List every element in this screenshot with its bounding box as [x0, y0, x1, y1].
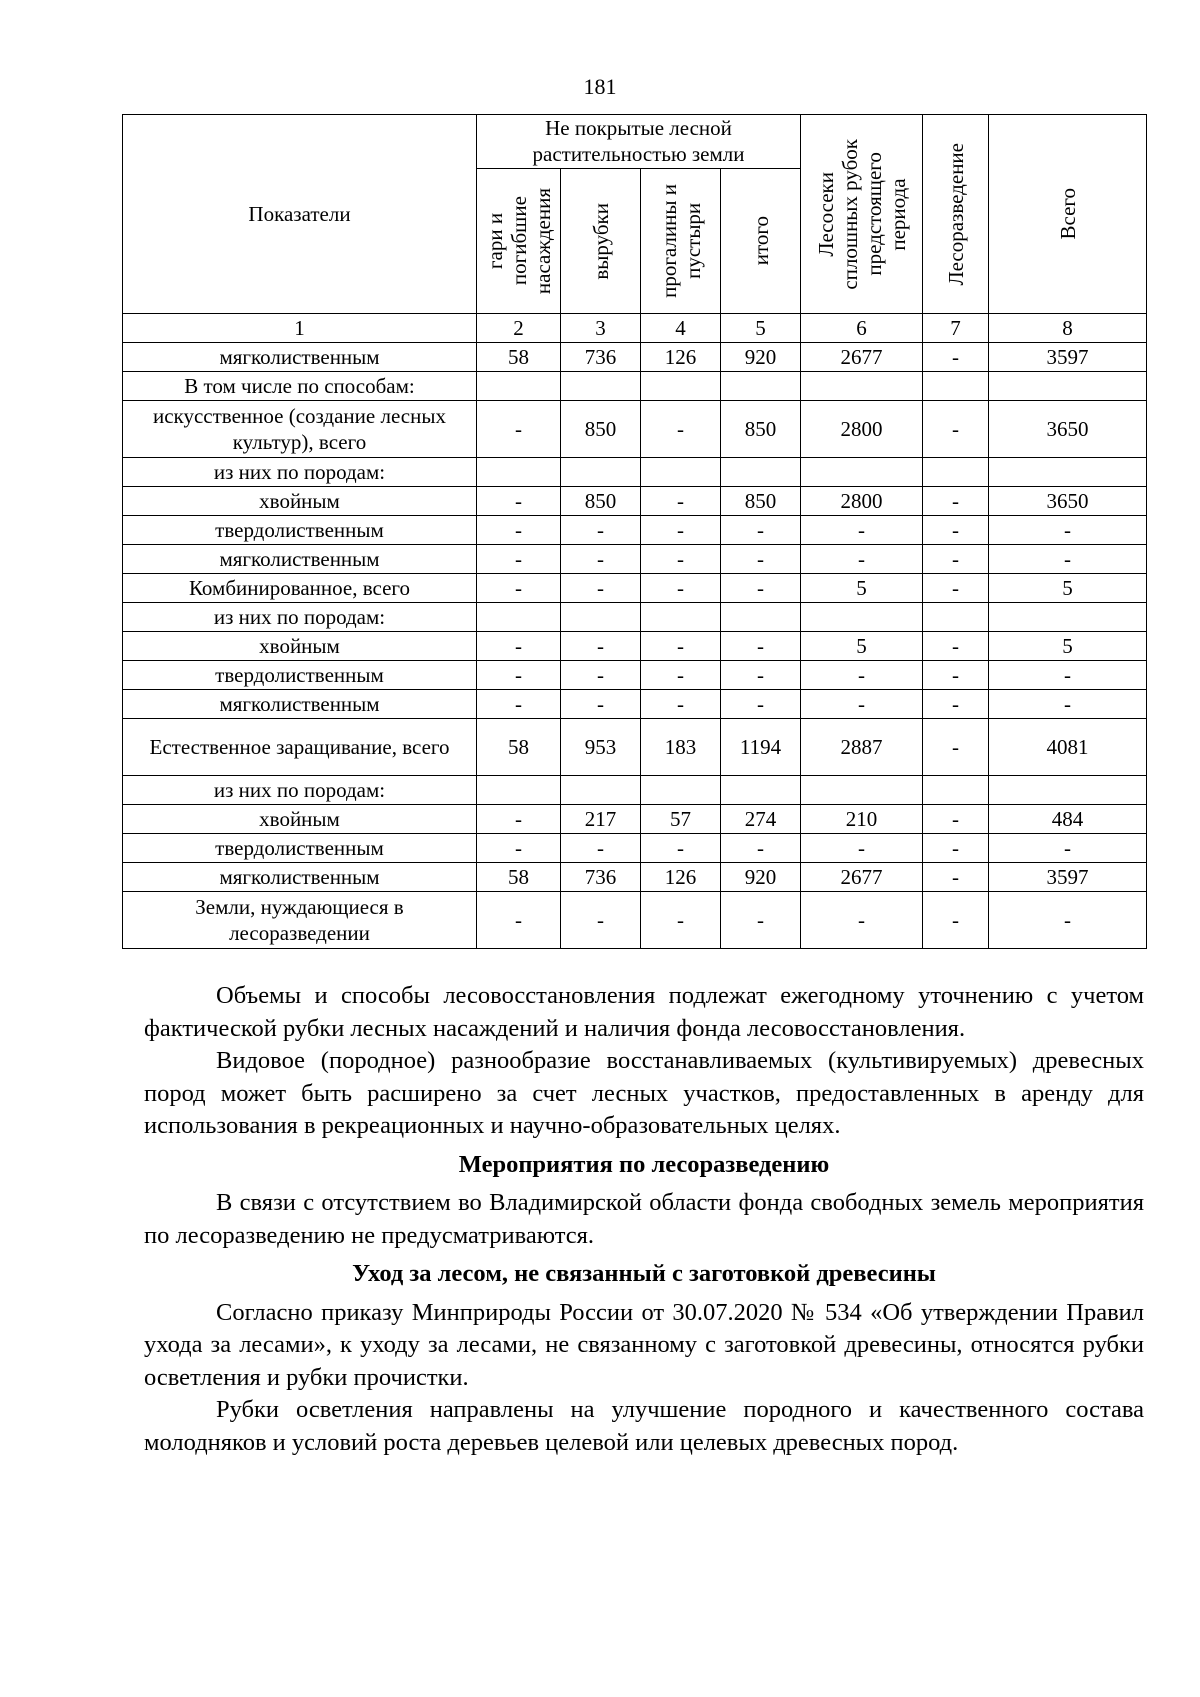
row-label: твердолиственным — [123, 661, 477, 690]
table-cell: - — [721, 545, 801, 574]
table-cell — [801, 458, 923, 487]
table-cell: 2800 — [801, 487, 923, 516]
row-label: Комбинированное, всего — [123, 574, 477, 603]
table-cell: - — [641, 690, 721, 719]
table-cell: - — [641, 487, 721, 516]
table-cell — [477, 458, 561, 487]
table-cell — [923, 776, 989, 805]
table-cell: 850 — [561, 487, 641, 516]
table-cell: - — [561, 545, 641, 574]
table-cell: - — [989, 892, 1147, 949]
table-row — [123, 603, 1147, 632]
table-cell: - — [641, 834, 721, 863]
header-subtotal: итого — [721, 168, 801, 313]
table-cell: 953 — [561, 719, 641, 776]
table-row — [123, 372, 1147, 401]
table-cell: - — [641, 661, 721, 690]
table-cell: 5 — [801, 574, 923, 603]
table-cell: 2677 — [801, 343, 923, 372]
header-group-uncovered-lands: Не покрытые лесной растительностью земли — [477, 115, 801, 169]
table-cell: 850 — [561, 401, 641, 458]
table-cell: - — [561, 632, 641, 661]
table-cell: - — [721, 516, 801, 545]
row-label: хвойным — [123, 805, 477, 834]
table-row — [123, 719, 1147, 776]
table-cell: 3597 — [989, 343, 1147, 372]
table-cell — [923, 458, 989, 487]
table-cell: - — [923, 487, 989, 516]
section-heading: Мероприятия по лесоразведению — [458, 1150, 830, 1178]
table-cell: - — [989, 661, 1147, 690]
table-cell — [801, 776, 923, 805]
col-number: 1 — [123, 314, 477, 343]
table-cell: - — [721, 892, 801, 949]
table-row — [123, 863, 1147, 892]
table-cell — [721, 458, 801, 487]
col-number: 3 — [561, 314, 641, 343]
table-row — [123, 516, 1147, 545]
table-cell: - — [721, 574, 801, 603]
table-cell: - — [923, 719, 989, 776]
table-cell: - — [801, 690, 923, 719]
row-label: мягколиственным — [123, 690, 477, 719]
table-cell: - — [923, 834, 989, 863]
header-afforestation: Лесоразведение — [923, 115, 989, 314]
table-cell: 2677 — [801, 863, 923, 892]
table-cell — [561, 458, 641, 487]
table-cell: 920 — [721, 863, 801, 892]
table-cell: - — [923, 863, 989, 892]
table-cell: - — [801, 661, 923, 690]
table-row — [123, 632, 1147, 661]
table-cell: 850 — [721, 487, 801, 516]
table-cell — [477, 372, 561, 401]
table-cell: - — [641, 401, 721, 458]
table-row — [123, 834, 1147, 863]
table-cell: 58 — [477, 343, 561, 372]
table-cell: - — [477, 690, 561, 719]
table-cell: - — [477, 401, 561, 458]
table-row — [123, 805, 1147, 834]
table-cell: - — [923, 401, 989, 458]
table-cell: 58 — [477, 863, 561, 892]
row-label: искусственное (создание лесных культур), всего — [123, 401, 477, 458]
table-cell: 183 — [641, 719, 721, 776]
header-total: Всего — [989, 115, 1147, 314]
col-number: 6 — [801, 314, 923, 343]
table-cell: - — [561, 661, 641, 690]
table-cell: 736 — [561, 343, 641, 372]
table-cell: 850 — [721, 401, 801, 458]
table-cell — [923, 603, 989, 632]
table-cell — [801, 603, 923, 632]
table-cell: 58 — [477, 719, 561, 776]
table-cell: 5 — [989, 632, 1147, 661]
row-label: мягколиственным — [123, 343, 477, 372]
table-cell: - — [923, 574, 989, 603]
table-cell: - — [923, 343, 989, 372]
table-cell — [477, 603, 561, 632]
row-label: Естественное заращивание, всего — [123, 719, 477, 776]
table-cell: - — [561, 892, 641, 949]
table-cell — [989, 603, 1147, 632]
table-cell: - — [989, 545, 1147, 574]
table-cell: - — [989, 834, 1147, 863]
table-cell: - — [477, 487, 561, 516]
row-label: твердолиственным — [123, 834, 477, 863]
table-cell: - — [801, 545, 923, 574]
paragraph: В связи с отсутствием во Владимирской области фонда свободных земель мероприятия по лесоразведению не предусматриваются. — [144, 1189, 1144, 1249]
table-row — [123, 892, 1147, 949]
table-row — [123, 574, 1147, 603]
row-label: хвойным — [123, 632, 477, 661]
table-cell — [641, 776, 721, 805]
table-cell: - — [801, 834, 923, 863]
table-cell: 3650 — [989, 487, 1147, 516]
table-cell — [801, 372, 923, 401]
table-cell: - — [477, 834, 561, 863]
col-number: 7 — [923, 314, 989, 343]
table-cell: - — [641, 892, 721, 949]
table-cell: - — [641, 516, 721, 545]
table-cell: - — [477, 545, 561, 574]
section-heading: Уход за лесом, не связанный с заготовкой древесины — [352, 1260, 936, 1287]
table-cell: - — [477, 892, 561, 949]
table-cell: 210 — [801, 805, 923, 834]
table-cell: - — [923, 545, 989, 574]
header-glades: прогалины и пустыри — [641, 168, 721, 313]
table-cell: - — [923, 661, 989, 690]
table-cell — [477, 776, 561, 805]
header-cuttings: вырубки — [561, 168, 641, 313]
table-cell: - — [641, 545, 721, 574]
table-cell: - — [477, 516, 561, 545]
row-label: из них по породам: — [123, 603, 477, 632]
col-number: 5 — [721, 314, 801, 343]
table-cell: - — [923, 632, 989, 661]
table-cell: - — [801, 892, 923, 949]
paragraph: Объемы и способы лесовосстановления подлежат ежегодному уточнению с учетом фактической рубки лесных насаждений и наличия фонда лесовосстановления. — [144, 982, 1144, 1042]
table-cell: - — [923, 805, 989, 834]
table-cell: - — [923, 892, 989, 949]
table-row — [123, 343, 1147, 372]
table-cell: - — [721, 834, 801, 863]
data-table — [122, 114, 1147, 949]
table-cell: - — [561, 516, 641, 545]
table-cell — [561, 776, 641, 805]
row-label: из них по породам: — [123, 776, 477, 805]
table-cell — [923, 372, 989, 401]
table-cell: 2887 — [801, 719, 923, 776]
header-clearcut-areas: Лесосеки сплошных рубок предстоящего периода — [801, 115, 923, 314]
row-label: мягколиственным — [123, 545, 477, 574]
table-cell: - — [641, 632, 721, 661]
table-cell: 274 — [721, 805, 801, 834]
table-row — [123, 545, 1147, 574]
table-cell — [561, 603, 641, 632]
table-cell: - — [477, 661, 561, 690]
table-row — [123, 401, 1147, 458]
table-row — [123, 487, 1147, 516]
table-cell: - — [477, 574, 561, 603]
table-cell: 736 — [561, 863, 641, 892]
table-cell: 2800 — [801, 401, 923, 458]
row-label: хвойным — [123, 487, 477, 516]
table-cell: - — [923, 516, 989, 545]
table-row — [123, 458, 1147, 487]
paragraph: Согласно приказу Минприроды России от 30.07.2020 № 534 «Об утверждении Правил ухода за лесами», к уходу за лесами, не связанному с заготовкой древесины, относятся рубки осветления и рубки прочистки. — [144, 1298, 1144, 1391]
page-number: 181 — [583, 74, 617, 99]
table-cell: - — [801, 516, 923, 545]
table-cell: - — [561, 834, 641, 863]
row-label: мягколиственным — [123, 863, 477, 892]
table-cell: - — [989, 690, 1147, 719]
col-number: 4 — [641, 314, 721, 343]
table-cell: 4081 — [989, 719, 1147, 776]
col-number: 2 — [477, 314, 561, 343]
table-cell — [721, 372, 801, 401]
text-body — [144, 980, 1144, 1459]
table-cell — [641, 603, 721, 632]
table-cell: 217 — [561, 805, 641, 834]
table-cell: - — [561, 574, 641, 603]
table-cell: - — [477, 805, 561, 834]
table-cell: 57 — [641, 805, 721, 834]
table-row — [123, 690, 1147, 719]
table-cell: - — [641, 574, 721, 603]
table-cell: 484 — [989, 805, 1147, 834]
column-numbers-row — [123, 314, 1147, 343]
table-cell: 1194 — [721, 719, 801, 776]
col-number: 8 — [989, 314, 1147, 343]
paragraph: Рубки осветления направлены на улучшение породного и качественного состава молодняков и условий роста деревьев целевой или целевых древесных пород. — [144, 1396, 1144, 1456]
table-cell: 3650 — [989, 401, 1147, 458]
table-cell — [641, 372, 721, 401]
header-burned: гари и погибшие насаждения — [477, 168, 561, 313]
table-row — [123, 661, 1147, 690]
table-cell — [641, 458, 721, 487]
table-cell: 5 — [801, 632, 923, 661]
table-cell — [989, 372, 1147, 401]
table-cell — [721, 603, 801, 632]
table-cell: - — [721, 661, 801, 690]
row-label: В том числе по способам: — [123, 372, 477, 401]
table-cell: 126 — [641, 863, 721, 892]
row-label: твердолиственным — [123, 516, 477, 545]
table-body — [123, 314, 1147, 949]
table-cell: 920 — [721, 343, 801, 372]
table-cell: - — [561, 690, 641, 719]
table-row — [123, 776, 1147, 805]
table-cell: 5 — [989, 574, 1147, 603]
table-cell — [989, 776, 1147, 805]
table-cell — [561, 372, 641, 401]
table-cell — [989, 458, 1147, 487]
row-label: Земли, нуждающиеся в лесоразведении — [123, 892, 477, 949]
row-label: из них по породам: — [123, 458, 477, 487]
table-cell: - — [721, 690, 801, 719]
table-cell: - — [721, 632, 801, 661]
header-indicators: Показатели — [123, 115, 477, 314]
table-cell — [721, 776, 801, 805]
table-cell: 3597 — [989, 863, 1147, 892]
table-cell: - — [477, 632, 561, 661]
table-cell: - — [923, 690, 989, 719]
table-cell: - — [989, 516, 1147, 545]
paragraph: Видовое (породное) разнообразие восстанавливаемых (культивируемых) древесных пород может быть расширено за счет лесных участков, предоставленных в аренду для использования в рекреационных и научно-образовательных целях. — [144, 1047, 1144, 1139]
table-cell: 126 — [641, 343, 721, 372]
